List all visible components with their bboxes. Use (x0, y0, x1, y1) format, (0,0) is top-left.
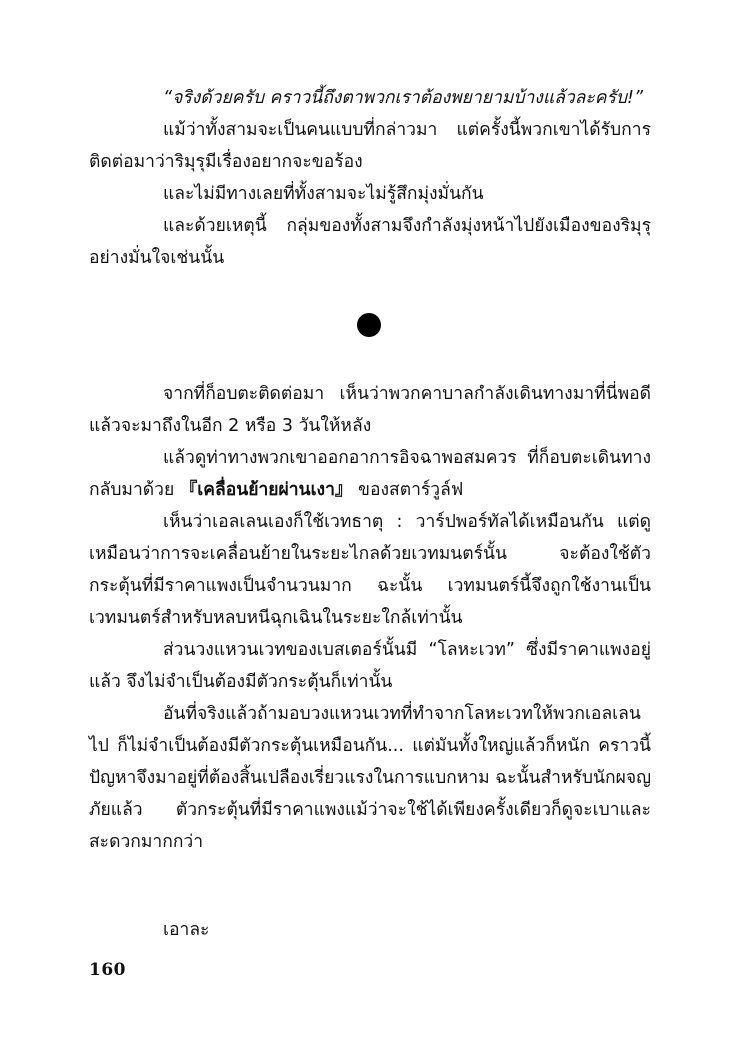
paragraph-text: แม้ว่าทั้งสามจะเป็นคนแบบที่กล่าวมา แต่ครั้งนี้พวกเขาได้รับการติดต่อมาว่าริมุรุมีเรื่องอยากจะขอร้อง (89, 120, 651, 172)
paragraph-text: และไม่มีทางเลยที่ทั้งสามจะไม่รู้สึกมุ่งมั่นกัน (163, 184, 484, 204)
paragraph-text: เห็นว่าเอลเลนเองก็ใช้เวทธาตุ : วาร์ปพอร์ทัลได้เหมือนกัน แต่ดูเหมือนว่าการจะเคลื่อนย้ายในระยะไกลด้วยเวทมนตร์นั้น จะต้องใช้ตัวกระตุ้นที่มีราคาแพงเป็นจำนวนมาก ฉะนั้น เวทมนตร์นี้จึงถูกใช้งานเป็นเวทมนตร์สำหรับหลบหนีฉุกเฉินในระยะใกล้เท่านั้น (89, 512, 651, 628)
paragraph-text: และด้วยเหตุนี้ กลุ่มของทั้งสามจึงกำลังมุ่งหน้าไปยังเมืองของริมุรุอย่างมั่นใจเช่นนั้น (89, 216, 651, 268)
paragraph-text-part: ของสตาร์วูล์ฟ (352, 480, 464, 500)
paragraph-text (89, 442, 651, 506)
paragraph-text-part: แล้วดูท่าทางพวกเขาออกอาการอิจฉาพอสมควร ที่ก็อบตะเดินทางกลับมาด้วย (89, 448, 651, 500)
scene-break-dot (357, 313, 381, 337)
paragraph-text: ส่วนวงแหวนเวทของเบสเตอร์นั้นมี “โลหะเวท” ซึ่งมีราคาแพงอยู่แล้ว จึงไม่จำเป็นต้องมีตัวกระตุ้นก็เท่านั้น (89, 640, 651, 692)
page-number: 160 (89, 960, 126, 980)
paragraph-text: เอาละ (163, 920, 210, 940)
paragraph-dialogue: “จริงด้วยครับ คราวนี้ถึงตาพวกเราต้องพยายามบ้างแล้วละครับ!” (163, 88, 644, 108)
skill-name: 『เคลื่อนย้ายผ่านเงา』 (179, 480, 353, 500)
paragraph-text: จากที่ก็อบตะติดต่อมา เห็นว่าพวกคาบาลกำลังเดินทางมาที่นี่พอดี แล้วจะมาถึงในอีก 2 หรือ 3 วันให้หลัง (89, 384, 651, 436)
paragraph-text: อันที่จริงแล้วถ้ามอบวงแหวนเวทที่ทำจากโลหะเวทให้พวกเอลเลนไป ก็ไม่จำเป็นต้องมีตัวกระตุ้นเหมือนกัน... แต่มันทั้งใหญ่แล้วก็หนัก คราวนี้ปัญหาจึงมาอยู่ที่ต้องสิ้นเปลืองเรี่ยวแรงในการแบกหาม ฉะนั้นสำหรับนักผจญภัยแล้ว ตัวกระตุ้นที่มีราคาแพงแม้ว่าจะใช้ได้เพียงครั้งเดียวก็ดูจะเบาและสะดวกมากกว่า (89, 704, 652, 852)
